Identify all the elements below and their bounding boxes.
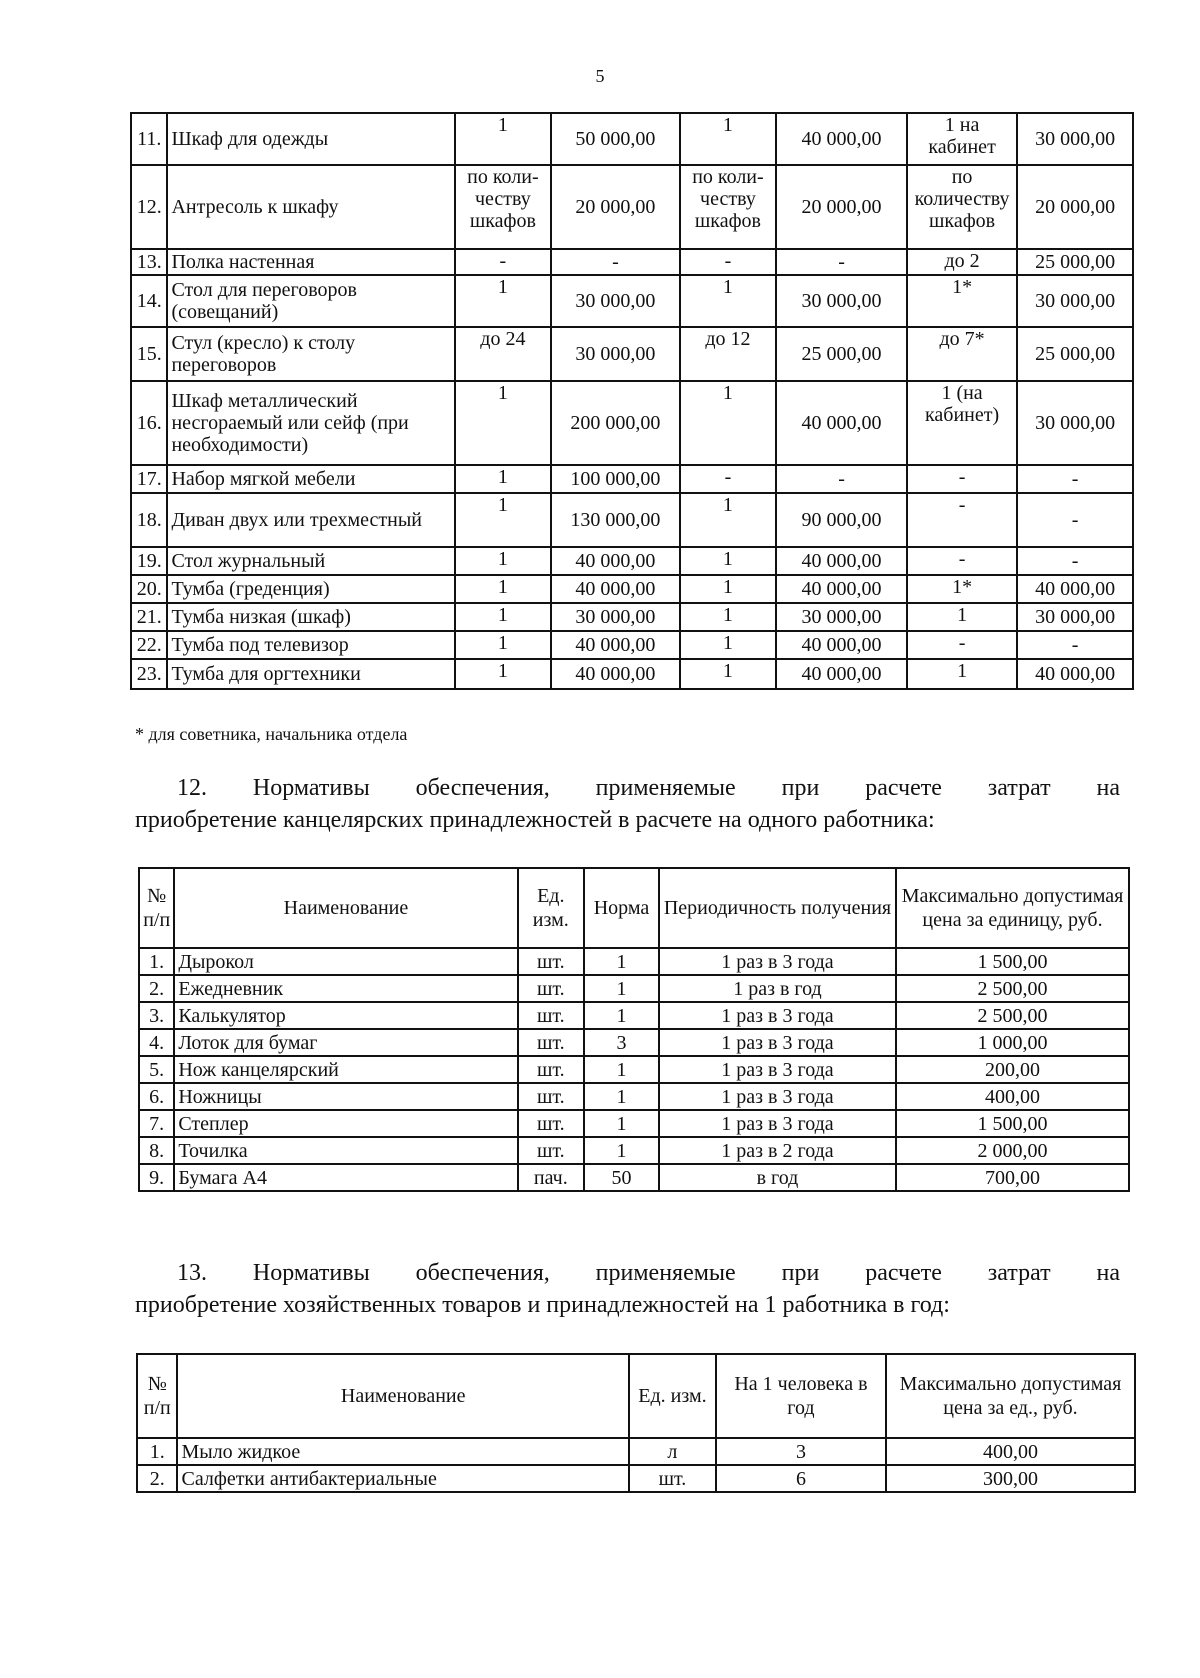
item-name: Стул (кресло) к столу переговоров bbox=[167, 327, 454, 381]
table-row bbox=[139, 1002, 1129, 1029]
item-name: Стол журнальный bbox=[167, 547, 454, 575]
qty-col3: 1 на кабинет bbox=[907, 113, 1017, 165]
norm: 1 bbox=[584, 1056, 659, 1083]
row-number: 8. bbox=[139, 1137, 174, 1164]
unit: шт. bbox=[518, 948, 585, 975]
table-row bbox=[131, 631, 1133, 659]
qty-col2: по коли-честву шкафов bbox=[680, 165, 776, 249]
table-row bbox=[139, 1137, 1129, 1164]
price: 400,00 bbox=[896, 1083, 1129, 1110]
footnote: * для советника, начальника отдела bbox=[135, 724, 408, 744]
per-person: 6 bbox=[716, 1465, 886, 1492]
price-col3: 25 000,00 bbox=[1017, 327, 1133, 381]
price: 400,00 bbox=[886, 1438, 1135, 1465]
item-name: Тумба (греденция) bbox=[167, 575, 454, 603]
period: в год bbox=[659, 1164, 896, 1191]
table-row bbox=[137, 1465, 1135, 1492]
qty-col2: до 12 bbox=[680, 327, 776, 381]
row-number: 19. bbox=[131, 547, 167, 575]
item-name: Тумба низкая (шкаф) bbox=[167, 603, 454, 631]
qty-col1: 1 bbox=[455, 113, 551, 165]
price-col3: - bbox=[1017, 465, 1133, 493]
table-row bbox=[131, 275, 1133, 327]
qty-col3: 1 bbox=[907, 603, 1017, 631]
price: 2 500,00 bbox=[896, 1002, 1129, 1029]
header-price: Максимально допустимая цена за единицу, руб. bbox=[896, 868, 1129, 948]
item-name: Дырокол bbox=[174, 948, 517, 975]
furniture-table bbox=[130, 112, 1134, 690]
price-col1: 200 000,00 bbox=[551, 381, 680, 465]
item-name: Диван двух или трехместный bbox=[167, 493, 454, 547]
price-col1: 40 000,00 bbox=[551, 659, 680, 689]
qty-col2: 1 bbox=[680, 659, 776, 689]
unit: шт. bbox=[518, 1056, 585, 1083]
item-name: Мыло жидкое bbox=[177, 1438, 628, 1465]
table-row bbox=[139, 1056, 1129, 1083]
norm: 1 bbox=[584, 948, 659, 975]
row-number: 2. bbox=[137, 1465, 177, 1492]
qty-col1: - bbox=[455, 249, 551, 275]
qty-col1: 1 bbox=[455, 603, 551, 631]
qty-col2: 1 bbox=[680, 631, 776, 659]
row-number: 17. bbox=[131, 465, 167, 493]
row-number: 21. bbox=[131, 603, 167, 631]
unit: шт. bbox=[518, 1110, 585, 1137]
qty-col2: 1 bbox=[680, 275, 776, 327]
row-number: 12. bbox=[131, 165, 167, 249]
header-number: № п/п bbox=[137, 1354, 177, 1438]
item-name: Антресоль к шкафу bbox=[167, 165, 454, 249]
price-col1: 30 000,00 bbox=[551, 327, 680, 381]
qty-col1: 1 bbox=[455, 381, 551, 465]
table-row bbox=[131, 165, 1133, 249]
row-number: 2. bbox=[139, 975, 174, 1002]
row-number: 13. bbox=[131, 249, 167, 275]
price-col2: 25 000,00 bbox=[776, 327, 907, 381]
table-row bbox=[131, 575, 1133, 603]
item-name: Бумага А4 bbox=[174, 1164, 517, 1191]
qty-col1: по коли-честву шкафов bbox=[455, 165, 551, 249]
qty-col3: - bbox=[907, 465, 1017, 493]
header-period: Периодичность получения bbox=[659, 868, 896, 948]
table-row bbox=[131, 381, 1133, 465]
unit: пач. bbox=[518, 1164, 585, 1191]
qty-col1: 1 bbox=[455, 659, 551, 689]
row-number: 9. bbox=[139, 1164, 174, 1191]
qty-col2: 1 bbox=[680, 381, 776, 465]
price-col3: 30 000,00 bbox=[1017, 113, 1133, 165]
unit: шт. bbox=[518, 1083, 585, 1110]
price: 1 000,00 bbox=[896, 1029, 1129, 1056]
row-number: 20. bbox=[131, 575, 167, 603]
price-col2: - bbox=[776, 249, 907, 275]
norm: 1 bbox=[584, 1110, 659, 1137]
price-col3: 20 000,00 bbox=[1017, 165, 1133, 249]
table-row bbox=[139, 1110, 1129, 1137]
header-number: № п/п bbox=[139, 868, 174, 948]
item-name: Тумба для оргтехники bbox=[167, 659, 454, 689]
table-row bbox=[131, 547, 1133, 575]
qty-col2: 1 bbox=[680, 603, 776, 631]
item-name: Стол для переговоров (совещаний) bbox=[167, 275, 454, 327]
price-col1: 40 000,00 bbox=[551, 575, 680, 603]
row-number: 1. bbox=[139, 948, 174, 975]
period: 1 раз в 3 года bbox=[659, 948, 896, 975]
item-name: Лоток для бумаг bbox=[174, 1029, 517, 1056]
qty-col1: 1 bbox=[455, 465, 551, 493]
header-name: Наименование bbox=[177, 1354, 628, 1438]
period: 1 раз в год bbox=[659, 975, 896, 1002]
period: 1 раз в 3 года bbox=[659, 1083, 896, 1110]
price-col1: 100 000,00 bbox=[551, 465, 680, 493]
table-row bbox=[139, 1164, 1129, 1191]
price-col3: - bbox=[1017, 493, 1133, 547]
row-number: 5. bbox=[139, 1056, 174, 1083]
price-col1: - bbox=[551, 249, 680, 275]
unit: шт. bbox=[518, 1002, 585, 1029]
period: 1 раз в 3 года bbox=[659, 1110, 896, 1137]
section-12-line2: приобретение канцелярских принадлежностей в расчете на одного работника: bbox=[135, 807, 935, 833]
header-unit: Ед. изм. bbox=[518, 868, 585, 948]
header-name: Наименование bbox=[174, 868, 517, 948]
price: 2 500,00 bbox=[896, 975, 1129, 1002]
section-13-line1: 13. Нормативы обеспечения, применяемые при расчете затрат на bbox=[177, 1260, 1120, 1286]
qty-col1: 1 bbox=[455, 275, 551, 327]
norm: 50 bbox=[584, 1164, 659, 1191]
qty-col1: 1 bbox=[455, 575, 551, 603]
qty-col2: 1 bbox=[680, 575, 776, 603]
price-col2: 40 000,00 bbox=[776, 631, 907, 659]
price: 2 000,00 bbox=[896, 1137, 1129, 1164]
page-number: 5 bbox=[595, 66, 605, 86]
qty-col3: до 7* bbox=[907, 327, 1017, 381]
item-name: Набор мягкой мебели bbox=[167, 465, 454, 493]
price: 700,00 bbox=[896, 1164, 1129, 1191]
row-number: 7. bbox=[139, 1110, 174, 1137]
item-name: Салфетки антибактериальные bbox=[177, 1465, 628, 1492]
price-col2: - bbox=[776, 465, 907, 493]
row-number: 6. bbox=[139, 1083, 174, 1110]
household-table bbox=[136, 1353, 1136, 1493]
item-name: Ножницы bbox=[174, 1083, 517, 1110]
section-12-text bbox=[135, 772, 1120, 836]
row-number: 22. bbox=[131, 631, 167, 659]
price: 300,00 bbox=[886, 1465, 1135, 1492]
price-col2: 30 000,00 bbox=[776, 603, 907, 631]
qty-col3: 1* bbox=[907, 275, 1017, 327]
row-number: 16. bbox=[131, 381, 167, 465]
norm: 1 bbox=[584, 1083, 659, 1110]
norm: 3 bbox=[584, 1029, 659, 1056]
qty-col2: - bbox=[680, 465, 776, 493]
header-unit: Ед. изм. bbox=[629, 1354, 716, 1438]
row-number: 11. bbox=[131, 113, 167, 165]
unit: шт. bbox=[518, 1029, 585, 1056]
header-per-person: На 1 человека в год bbox=[716, 1354, 886, 1438]
qty-col2: 1 bbox=[680, 493, 776, 547]
table-row bbox=[131, 113, 1133, 165]
stationery-table bbox=[138, 867, 1130, 1192]
price-col3: 30 000,00 bbox=[1017, 603, 1133, 631]
price-col1: 30 000,00 bbox=[551, 603, 680, 631]
qty-col3: 1 (на кабинет) bbox=[907, 381, 1017, 465]
norm: 1 bbox=[584, 975, 659, 1002]
table-row bbox=[137, 1438, 1135, 1465]
price-col3: - bbox=[1017, 631, 1133, 659]
qty-col2: 1 bbox=[680, 547, 776, 575]
qty-col3: 1* bbox=[907, 575, 1017, 603]
row-number: 18. bbox=[131, 493, 167, 547]
qty-col2: - bbox=[680, 249, 776, 275]
table-row bbox=[131, 493, 1133, 547]
qty-col1: 1 bbox=[455, 493, 551, 547]
qty-col3: 1 bbox=[907, 659, 1017, 689]
row-number: 14. bbox=[131, 275, 167, 327]
period: 1 раз в 3 года bbox=[659, 1002, 896, 1029]
row-number: 1. bbox=[137, 1438, 177, 1465]
price-col2: 40 000,00 bbox=[776, 659, 907, 689]
price-col1: 20 000,00 bbox=[551, 165, 680, 249]
price-col2: 90 000,00 bbox=[776, 493, 907, 547]
table-row bbox=[139, 948, 1129, 975]
unit: шт. bbox=[518, 975, 585, 1002]
row-number: 4. bbox=[139, 1029, 174, 1056]
norm: 1 bbox=[584, 1002, 659, 1029]
price: 1 500,00 bbox=[896, 948, 1129, 975]
price-col3: 25 000,00 bbox=[1017, 249, 1133, 275]
item-name: Шкаф металлический несгораемый или сейф (при необходимости) bbox=[167, 381, 454, 465]
table-row bbox=[131, 465, 1133, 493]
price-col2: 40 000,00 bbox=[776, 575, 907, 603]
item-name: Степлер bbox=[174, 1110, 517, 1137]
item-name: Тумба под телевизор bbox=[167, 631, 454, 659]
row-number: 15. bbox=[131, 327, 167, 381]
qty-col3: до 2 bbox=[907, 249, 1017, 275]
section-13-text bbox=[135, 1257, 1120, 1321]
price-col2: 20 000,00 bbox=[776, 165, 907, 249]
price-col2: 40 000,00 bbox=[776, 381, 907, 465]
section-12-line1: 12. Нормативы обеспечения, применяемые при расчете затрат на bbox=[177, 775, 1120, 801]
period: 1 раз в 3 года bbox=[659, 1029, 896, 1056]
price-col1: 130 000,00 bbox=[551, 493, 680, 547]
period: 1 раз в 2 года bbox=[659, 1137, 896, 1164]
item-name: Точилка bbox=[174, 1137, 517, 1164]
norm: 1 bbox=[584, 1137, 659, 1164]
table-row bbox=[131, 327, 1133, 381]
qty-col3: - bbox=[907, 547, 1017, 575]
row-number: 23. bbox=[131, 659, 167, 689]
table-row bbox=[131, 249, 1133, 275]
price-col3: 40 000,00 bbox=[1017, 659, 1133, 689]
table-row bbox=[131, 659, 1133, 689]
table-row bbox=[139, 1029, 1129, 1056]
qty-col3: - bbox=[907, 493, 1017, 547]
item-name: Калькулятор bbox=[174, 1002, 517, 1029]
header-price: Максимально допустимая цена за ед., руб. bbox=[886, 1354, 1135, 1438]
unit: шт. bbox=[518, 1137, 585, 1164]
unit: л bbox=[629, 1438, 716, 1465]
qty-col3: по количеству шкафов bbox=[907, 165, 1017, 249]
price: 1 500,00 bbox=[896, 1110, 1129, 1137]
price-col1: 50 000,00 bbox=[551, 113, 680, 165]
qty-col3: - bbox=[907, 631, 1017, 659]
item-name: Нож канцелярский bbox=[174, 1056, 517, 1083]
price-col3: 40 000,00 bbox=[1017, 575, 1133, 603]
item-name: Полка настенная bbox=[167, 249, 454, 275]
price-col2: 40 000,00 bbox=[776, 547, 907, 575]
unit: шт. bbox=[629, 1465, 716, 1492]
table-row bbox=[139, 1083, 1129, 1110]
header-norm: Норма bbox=[584, 868, 659, 948]
per-person: 3 bbox=[716, 1438, 886, 1465]
period: 1 раз в 3 года bbox=[659, 1056, 896, 1083]
price-col2: 30 000,00 bbox=[776, 275, 907, 327]
qty-col1: 1 bbox=[455, 631, 551, 659]
qty-col1: до 24 bbox=[455, 327, 551, 381]
table-row bbox=[131, 603, 1133, 631]
price-col3: - bbox=[1017, 547, 1133, 575]
price-col3: 30 000,00 bbox=[1017, 381, 1133, 465]
qty-col1: 1 bbox=[455, 547, 551, 575]
item-name: Ежедневник bbox=[174, 975, 517, 1002]
table-row bbox=[139, 975, 1129, 1002]
section-13-line2: приобретение хозяйственных товаров и принадлежностей на 1 работника в год: bbox=[135, 1292, 950, 1318]
price-col1: 30 000,00 bbox=[551, 275, 680, 327]
price-col3: 30 000,00 bbox=[1017, 275, 1133, 327]
price-col2: 40 000,00 bbox=[776, 113, 907, 165]
qty-col2: 1 bbox=[680, 113, 776, 165]
price-col1: 40 000,00 bbox=[551, 631, 680, 659]
price: 200,00 bbox=[896, 1056, 1129, 1083]
item-name: Шкаф для одежды bbox=[167, 113, 454, 165]
price-col1: 40 000,00 bbox=[551, 547, 680, 575]
row-number: 3. bbox=[139, 1002, 174, 1029]
